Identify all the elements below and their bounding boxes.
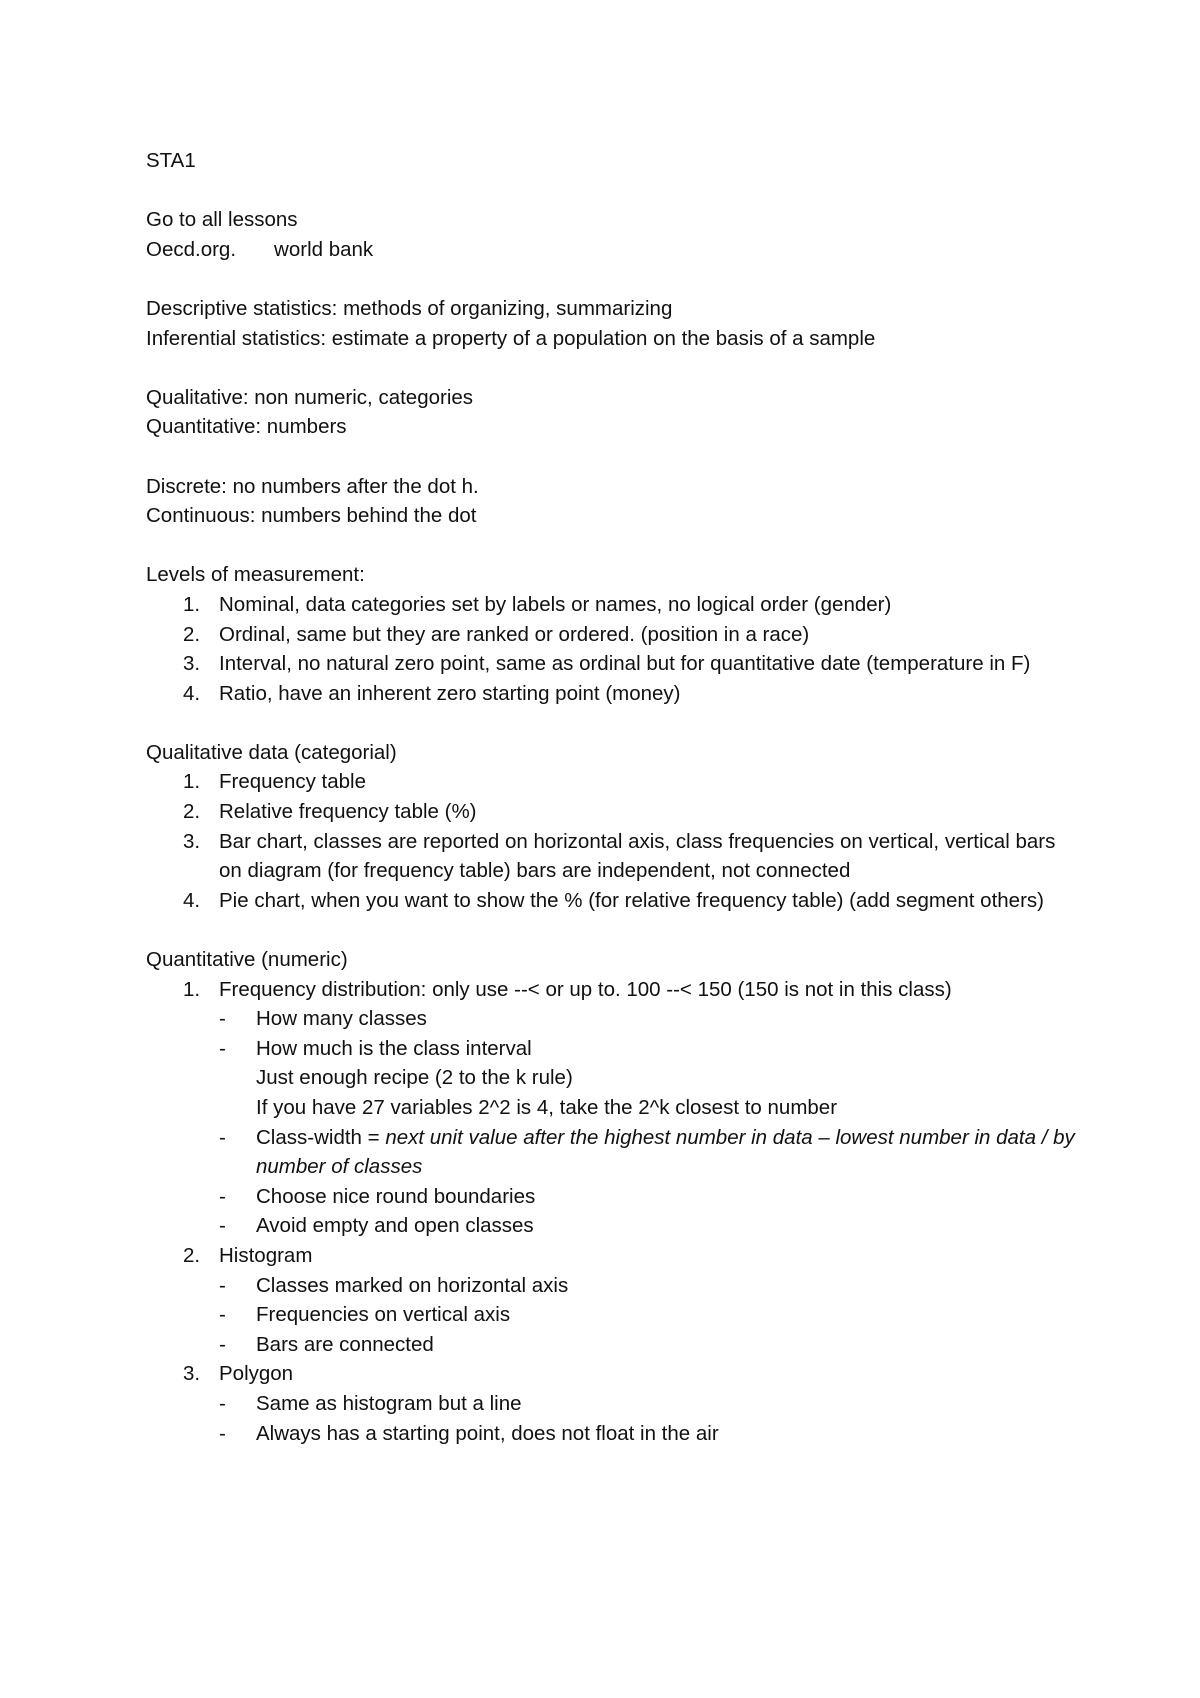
spacer	[146, 264, 1076, 294]
list-item: 1. Frequency table	[183, 770, 367, 794]
class-width-formula: next unit value after the highest number in data – lowest number in data / by number of classes	[256, 1125, 1075, 1179]
list-item: 2. Relative frequency table (%)	[183, 800, 477, 824]
list-item: 2. Ordinal, same but they are ranked or ordered. (position in a race)	[183, 622, 810, 646]
quantitative-definition: Quantitative: numbers	[146, 415, 347, 439]
spacer	[146, 442, 1076, 472]
descriptive-statistics-definition: Descriptive statistics: methods of organizing, summarizing	[146, 296, 673, 320]
list-item: 4. Pie chart, when you want to show the % (for relative frequency table) (add segment others)	[183, 888, 1044, 912]
intro-line-lessons: Go to all lessons	[146, 208, 298, 232]
source-oecd: Oecd.org.	[146, 237, 237, 261]
sub-list-item: - Bars are connected	[219, 1332, 434, 1356]
sub-list-item: - Avoid empty and open classes	[219, 1214, 534, 1238]
sub-list-item: - How many classes	[219, 1007, 427, 1031]
histogram-sublist	[219, 1271, 1076, 1360]
histogram-text: Histogram	[219, 1243, 313, 1267]
polygon-text: Polygon	[219, 1362, 294, 1386]
spacer	[146, 531, 1076, 561]
sub-list-item: - Choose nice round boundaries	[219, 1184, 536, 1208]
spacer	[146, 353, 1076, 383]
source-world-bank: world bank	[274, 237, 374, 261]
qualitative-definition: Qualitative: non numeric, categories	[146, 385, 474, 409]
quantitative-data-list	[146, 975, 1076, 1449]
list-item: 4. Ratio, have an inherent zero starting point (money)	[183, 681, 681, 705]
list-item: 3. Polygon - Same as histogram but a line - Always has a starting point, does not float in the air	[146, 1359, 1076, 1448]
discrete-definition: Discrete: no numbers after the dot h.	[146, 474, 479, 498]
list-item: 3. Interval, no natural zero point, same as ordinal but for quantitative date (temperature in F)	[183, 652, 1031, 676]
continuous-definition: Continuous: numbers behind the dot	[146, 504, 477, 528]
sub-list-item: - Frequencies on vertical axis	[219, 1303, 511, 1327]
sub-list-item: - Classes marked on horizontal axis	[219, 1273, 569, 1297]
inferential-statistics-definition: Inferential statistics: estimate a property of a population on the basis of a sample	[146, 326, 876, 350]
spacer	[146, 708, 1076, 738]
document-page	[146, 146, 1076, 1448]
levels-list	[146, 590, 1076, 708]
sub-list-item: - How much is the class interval	[219, 1036, 532, 1060]
frequency-distribution-text: Frequency distribution: only use --< or up to. 100 --< 150 (150 is not in this class)	[219, 977, 952, 1001]
sub-list-item: - Same as histogram but a line	[219, 1391, 522, 1415]
document-title: STA1	[146, 149, 196, 172]
sub-list-continuation: Just enough recipe (2 to the k rule)	[256, 1066, 573, 1090]
qualitative-data-heading: Qualitative data (categorial)	[146, 740, 397, 764]
sub-list-item: - Always has a starting point, does not float in the air	[219, 1421, 719, 1445]
intro-line-sources	[146, 235, 1076, 265]
frequency-distribution-sublist	[219, 1004, 1076, 1241]
sub-list-continuation: If you have 27 variables 2^2 is 4, take the 2^k closest to number	[256, 1096, 838, 1119]
list-item: 3. Bar chart, classes are reported on horizontal axis, class frequencies on vertical, vertical bars on diagram (for frequency table) bars are independent, not connected	[183, 829, 1056, 883]
sub-list-item: - Class-width = next unit value after the highest number in data – lowest number in data / by number of classes	[219, 1125, 1075, 1179]
list-item: 1. Nominal, data categories set by labels or names, no logical order (gender)	[183, 592, 892, 616]
quantitative-data-heading: Quantitative (numeric)	[146, 948, 348, 972]
spacer	[146, 915, 1076, 945]
list-item: 2. Histogram - Classes marked on horizontal axis - Frequencies on vertical axis - Bars are connected	[146, 1241, 1076, 1359]
list-item: 1. Frequency distribution: only use --< or up to. 100 --< 150 (150 is not in this class) - How many classes - How much is the class interval Just enough recipe (2 to the k rule) If you have 27 variables 2^2 is 4, take the 2^k closest to number - Class-width = next unit value after the highest number in data – lowest number in data / by number of classes - Choose nice round boundaries - Avoid empty and open classes	[146, 975, 1076, 1241]
spacer	[146, 176, 1076, 206]
polygon-sublist	[219, 1389, 1076, 1448]
qualitative-data-list	[146, 767, 1076, 915]
levels-heading: Levels of measurement:	[146, 563, 365, 587]
